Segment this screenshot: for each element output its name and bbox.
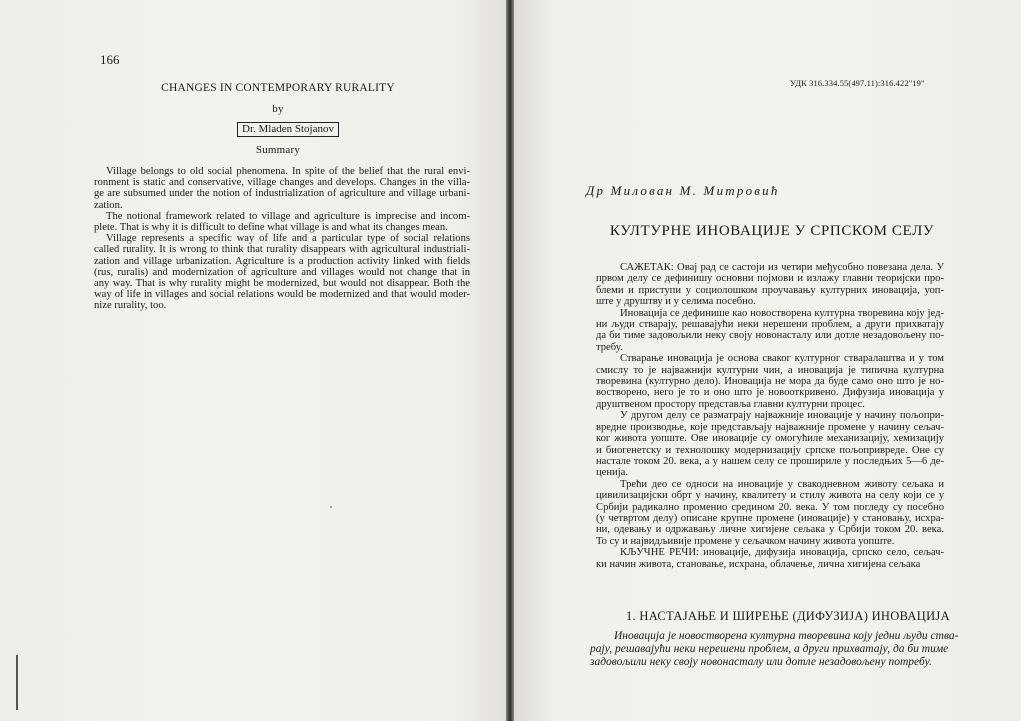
summary-line: zation. [94, 199, 123, 211]
article-title-sr: КУЛТУРНЕ ИНОВАЦИЈЕ У СРПСКОМ СЕЛУ [609, 223, 935, 239]
summary-line: plete. That is why it is difficult to define what village is and what its changes mean. [94, 222, 448, 234]
summary-line: The notional framework related to village and agriculture is imprecise and incom- [106, 210, 470, 222]
abstract-line: То су и највидљивије промене у сељачком начину живота уопште. [596, 535, 895, 547]
abstract-line: ни, одевању и одржавању личне хигијене сељака у Србији током 20. века. [596, 524, 944, 536]
abstract-line: блеми и приступи у социолошком проучавању културних иновација, уоп- [596, 284, 944, 296]
summary-line: (rus, ruralis) and modernization of agriculture and villages would not change that in [94, 266, 470, 278]
abstract-line: требу. [596, 341, 623, 353]
abstract-line: ки начин живота, становање, исхрана, облачење, лична хигијена сељака [596, 558, 921, 570]
left-page [0, 0, 506, 721]
author-name-en: Dr. Mladen Stojanov [237, 122, 339, 137]
abstract-line: смислу то је најважнији културни чин, а иновација је типична културна [596, 364, 944, 376]
intro-line: задовољили неку своју новонасталу или дотле незадовољену потребу. [590, 656, 932, 668]
summary-line: Village represents a specific way of life and a particular type of social relations [106, 233, 470, 245]
abstract-line: настале током 20. века, а у нашем селу се прошириле у последњих 5—6 де- [596, 455, 944, 467]
abstract-text [596, 262, 944, 570]
abstract-line: ште у друштву и у селима посебно. [596, 296, 756, 308]
abstract-line: ценија. [596, 467, 629, 479]
summary-line: Village belongs to old social phenomena. In spite of the belief that the rural envi- [106, 166, 470, 177]
speck [330, 506, 332, 508]
abstract-line: да би тиме задовољили неку своју новонасталу или дотле незадовољену по- [596, 330, 944, 342]
summary-line: ronment is static and conservative, village changes and develops. Changes in the villa- [94, 177, 470, 189]
section-heading: 1. НАСТАЈАЊЕ И ШИРЕЊЕ (ДИФУЗИЈА) ИНОВАЦИЈА [626, 609, 950, 623]
summary-line: zation and village urbanization. Agriculture is a production activity linked with fields [94, 255, 470, 267]
abstract-line: КЉУЧНЕ РЕЧИ: иновације, дифузија иновација, српско село, сељач- [620, 547, 944, 559]
book-gutter [506, 0, 514, 721]
abstract-line: цивилизацијски обрт у начину, квалитету и стилу живота на селу који се у [596, 490, 944, 502]
abstract-line: Србији радикално променио средином 20. века. У том погледу су посебно [596, 501, 944, 513]
intro-line: Иновација је новостворена културна творевина коју једни људи ства- [614, 630, 959, 642]
summary-heading: Summary [255, 144, 301, 156]
summary-line: any way. That is why rurality might be modernized, but would not disappear. Both the [94, 278, 470, 290]
udk-classification: УДК 316.334.55(497.11):316.422"19" [790, 78, 925, 88]
abstract-line: Иновација се дефинише као новостворена културна творевина коју јед- [620, 307, 944, 319]
summary-line: called rurality. It is wrong to think that rurality disappears with agricultural industriali- [94, 244, 470, 256]
abstract-line: востворено, него је то и оно што је новооткривено. Дифузија иновација у [596, 387, 944, 399]
abstract-line: друштвеном простору представља главни културни процес. [596, 398, 865, 410]
intro-line: рају, решавајући неки нерешени проблем, а други прихватају, да би тиме [590, 643, 949, 655]
abstract-line: САЖЕТАК: Овај рад се састоји из четири међусобно повезана дела. У [620, 262, 944, 273]
abstract-line: и биогенетску и технолошку модернизацију српске пољопривреде. Оне су [596, 444, 944, 456]
abstract-line: творевина (културно дело). Иновација не мора да буде само оно што је но- [596, 376, 944, 388]
article-title-en: CHANGES IN CONTEMPORARY RURALITY [161, 82, 395, 94]
author-name-sr: Др Милован М. Митровић [586, 183, 780, 198]
page-edge-mark [16, 655, 18, 710]
intro-paragraph [590, 630, 959, 669]
abstract-line: Трећи део се односи на иновације у свакодневном животу сељака и [620, 478, 944, 490]
abstract-line: првом делу се дефинишу основни појмови и излажу главни теоријски про- [596, 273, 944, 285]
abstract-line: Стварање иновација је основа сваког културног стваралаштва и у том [620, 353, 944, 365]
abstract-line: ни људи стварају, решавајући неки нерешени проблем, а други прихватају [596, 319, 944, 331]
page-number: 166 [100, 52, 120, 67]
abstract-line: вредне производње, које представљају најважније промене у начину сељач- [596, 421, 944, 433]
byline-by: by [272, 103, 284, 115]
summary-line: ge are subsumed under the notion of industrialization of agriculture and village urbani- [94, 188, 470, 200]
summary-line: way of life in villages and social relations would be modernized and that would moder- [94, 289, 470, 301]
abstract-line: (у четвртом делу) описане крупне промене (иновације) у становању, исхра- [596, 512, 944, 524]
summary-text [94, 166, 470, 312]
summary-line: nize rurality, too. [94, 300, 167, 312]
abstract-line: У другом делу се разматрају најважније иновације у начину пољопри- [620, 410, 944, 422]
abstract-line: ког живота уопште. Ове иновације су омогућиле механизацију, хемизацију [596, 433, 944, 445]
